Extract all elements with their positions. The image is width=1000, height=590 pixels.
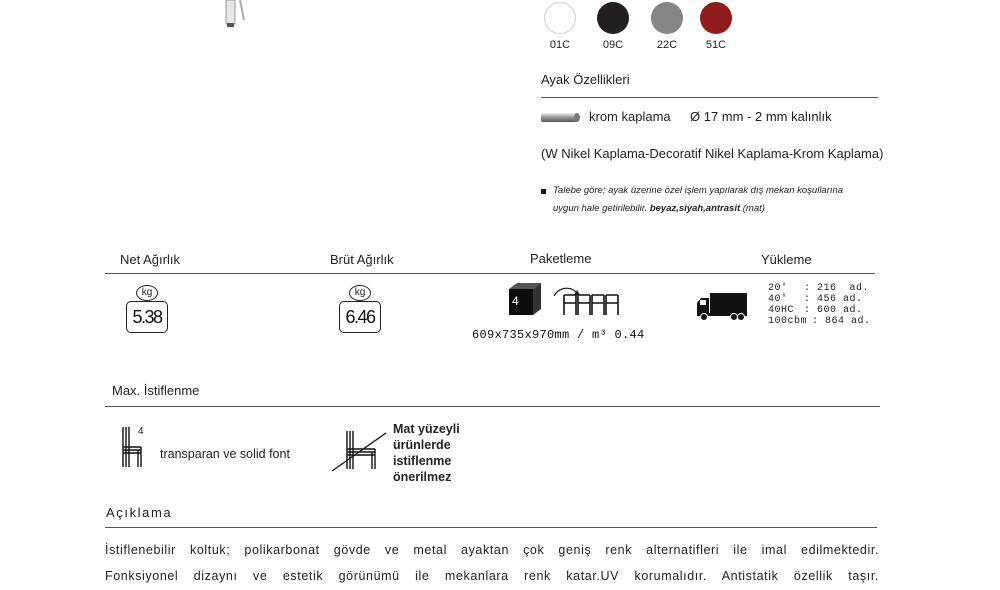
no-stacking-icon (330, 425, 390, 475)
package-box-icon (505, 282, 545, 318)
package-dimensions: 609x735x970mm / m³ 0.44 (472, 328, 645, 342)
container-qty: : 864 ad. (812, 316, 871, 327)
section-divider (541, 97, 878, 98)
color-swatch-51c[interactable] (700, 2, 732, 34)
leg-dimension: Ø 17 mm - 2 mm kalınlık (690, 109, 832, 124)
package-count: 4 (512, 294, 519, 308)
packaging-label: Paketleme (530, 251, 592, 266)
warning-line: Mat yüzeyli (393, 422, 460, 436)
description-line2: Fonksiyonel dizaynı ve estetik görünümü ile mekanlara renk katar.UV korumalıdır. Antistatik özellik taşır. (105, 569, 879, 583)
section-divider (105, 406, 880, 407)
warning-line: istiflenme (393, 454, 452, 468)
leg-note-text: uygun hale getirilebilir. (553, 203, 648, 214)
bullet-icon (541, 189, 546, 194)
stack-count: 4 (138, 426, 144, 437)
leg-properties-title: Ayak Özellikleri (541, 72, 630, 87)
gross-weight-label: Brüt Ağırlık (330, 252, 394, 267)
warning-line: önerilmez (393, 470, 452, 484)
description-title: Açıklama (106, 505, 173, 520)
color-code: 09C (602, 39, 624, 51)
leg-note-line2 (553, 203, 765, 214)
container-qty: : 456 ad. (804, 294, 863, 305)
leg-note-line1: Talebe göre; ayak üzerine özel işlem yapılarak dış mekan koşullarına (553, 185, 844, 196)
truck-icon (696, 292, 748, 322)
chrome-tube-icon (541, 112, 581, 124)
leg-note-colors: beyaz,siyah,antrasit (649, 203, 741, 214)
loading-row (768, 305, 871, 316)
loading-row (768, 283, 871, 294)
stackable-text: transparan ve solid font (160, 447, 290, 461)
loading-label: Yükleme (761, 252, 812, 267)
container-type: 40' (768, 294, 788, 305)
color-swatch-22c[interactable] (651, 2, 683, 34)
stacked-chairs-icon (548, 286, 628, 318)
max-stacking-title: Max. İstiflenme (112, 383, 200, 398)
warning-line: ürünlerde (393, 438, 451, 452)
container-type: 40HC (768, 305, 795, 316)
no-stacking-warning (393, 421, 460, 485)
color-code: 22C (656, 39, 678, 51)
container-qty: : 216 ad. (804, 283, 870, 294)
kg-unit: kg (349, 285, 371, 301)
leg-finish: krom kaplama (589, 109, 671, 124)
section-divider (105, 273, 875, 274)
section-divider (105, 527, 877, 528)
leg-finish-alternatives: (W Nikel Kaplama-Decoratif Nikel Kaplama-Krom Kaplama) (541, 146, 884, 161)
color-swatch-01c[interactable] (544, 2, 576, 34)
color-swatch-09c[interactable] (597, 2, 629, 34)
color-code: 01C (549, 39, 571, 51)
loading-row (768, 294, 871, 305)
container-qty: : 600 ad. (804, 305, 863, 316)
net-weight-label: Net Ağırlık (120, 252, 180, 267)
chair-leg-image (220, 0, 250, 30)
net-weight-value: 5.38 (126, 301, 168, 333)
leg-note-suffix: (mat) (742, 203, 765, 214)
gross-weight-value: 6.46 (339, 301, 381, 333)
loading-row (768, 316, 871, 327)
description-line1: İstiflenebilir koltuk; polikarbonat gövde ve metal ayaktan çok geniş renk alternatifleri ile imal edilmektedir. (105, 543, 879, 557)
kg-unit: kg (136, 285, 158, 301)
container-type: 20' (768, 283, 788, 294)
color-code: 51C (705, 39, 727, 51)
container-type: 100cbm (768, 316, 808, 327)
loading-table (768, 283, 871, 327)
